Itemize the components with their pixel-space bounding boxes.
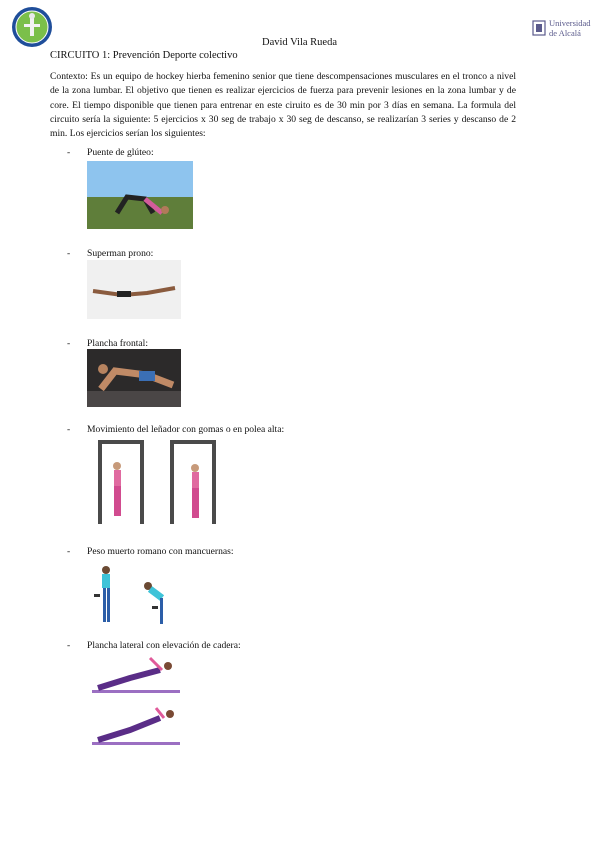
exercise-label: Peso muerto romano con mancuernas: <box>87 546 234 557</box>
exercise-label: Superman prono: <box>87 248 154 259</box>
bullet: - <box>67 147 71 158</box>
bullet: - <box>67 424 71 435</box>
exercise-label: Puente de glúteo: <box>87 147 154 158</box>
bullet: - <box>67 640 71 651</box>
bullet: - <box>67 248 71 259</box>
exercise-label: Plancha frontal: <box>87 338 149 349</box>
university-logo <box>531 19 593 39</box>
glute-bridge-photo <box>87 161 193 229</box>
exercise-label: Movimiento del leñador con gomas o en polea alta: <box>87 424 285 435</box>
romanian-deadlift-illustration <box>88 562 176 634</box>
woodchopper-photo <box>90 436 236 530</box>
author-name: David Vila Rueda <box>262 37 337 48</box>
university-name <box>549 19 591 38</box>
university-name-line1: Universidad <box>549 18 591 28</box>
side-plank-photo <box>90 704 182 748</box>
side-plank-photo <box>90 656 182 696</box>
document-title: CIRCUITO 1: Prevención Deporte colectivo <box>50 50 238 61</box>
front-plank-photo <box>87 349 181 407</box>
bullet: - <box>67 338 71 349</box>
prone-superman-photo <box>87 260 181 319</box>
exercise-label: Plancha lateral con elevación de cadera: <box>87 640 241 651</box>
bullet: - <box>67 546 71 557</box>
university-name-line2: de Alcalá <box>549 27 581 38</box>
university-crest-icon <box>531 19 547 37</box>
context-paragraph: Contexto: Es un equipo de hockey hierba femenino senior que tiene descompensaciones musculares en el tronco a nivel de la zona lumbar. El objetivo que tienen es realizar ejercicios de fuerza para prevenir lesiones en la zona lumbar y de core. El tiempo disponible que tienen para entrenar en este ciruito es de 30 min por 3 días en semana. La formula del circuito sería la siguiente: 5 ejercicios x 30 seg de trabajo x 30 seg de descanso, se realizarían 3 series y descanso de 2 min. Los ejercicios serían los siguientes: <box>50 71 516 140</box>
